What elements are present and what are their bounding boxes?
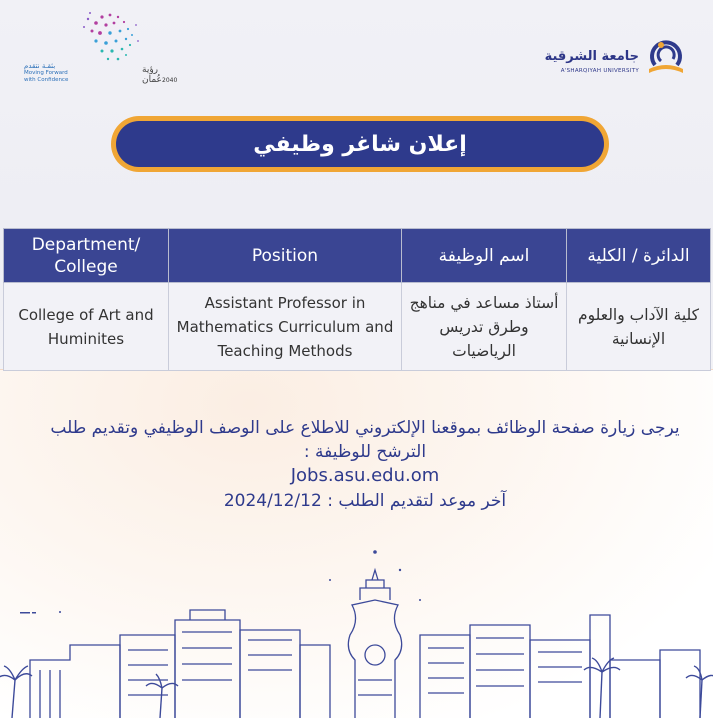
vision-year: 2040 xyxy=(162,77,178,84)
oman-vision-logo xyxy=(22,5,177,85)
jobs-link[interactable]: Jobs.asu.edu.om xyxy=(290,465,440,486)
university-emblem-icon xyxy=(643,35,689,81)
cell-position-ar: أستاذ مساعد في مناهج وطرق تدريس الرياضيات xyxy=(402,283,567,371)
table-header-row xyxy=(4,229,711,283)
title-banner xyxy=(111,116,609,172)
slogan-ar: بثقـة نتقدم xyxy=(24,62,56,70)
header-department-en: Department/ College xyxy=(4,229,169,283)
header-position-ar: اسم الوظيفة xyxy=(402,229,567,283)
slogan xyxy=(24,63,84,84)
university-name-ar: جامعة الشرقية xyxy=(544,49,639,64)
header-position-en: Position xyxy=(169,229,402,283)
job-table xyxy=(3,228,711,371)
deadline-text: آخر موعد لتقديم الطلب : 2024/12/12 xyxy=(223,491,507,511)
slogan-en-1: Moving Forward xyxy=(24,70,68,76)
campus-skyline-illustration xyxy=(0,540,713,718)
info-instructions: يرجى زيارة صفحة الوظائف بموقعنا الإلكتروني للاطلاع على الوصف الوظيفي وتقديم طلب الترشح للوظيفة : xyxy=(50,418,680,462)
vision-logo-text: رؤية عُمان xyxy=(142,65,162,85)
cell-position-en: Assistant Professor in Mathematics Curriculum and Teaching Methods xyxy=(169,283,402,371)
cell-department-en: College of Art and Huminites xyxy=(4,283,169,371)
application-info xyxy=(40,416,690,514)
slogan-en-2: with Confidence xyxy=(24,77,69,83)
cell-college-ar: كلية الآداب والعلوم الإنسانية xyxy=(567,283,711,371)
university-name-en: A'SHARQIYAH UNIVERSITY xyxy=(560,68,639,74)
header-college-ar: الدائرة / الكلية xyxy=(567,229,711,283)
page-title: إعلان شاغر وظيفي xyxy=(116,121,604,167)
university-logo xyxy=(544,35,689,85)
table-row xyxy=(4,283,711,371)
